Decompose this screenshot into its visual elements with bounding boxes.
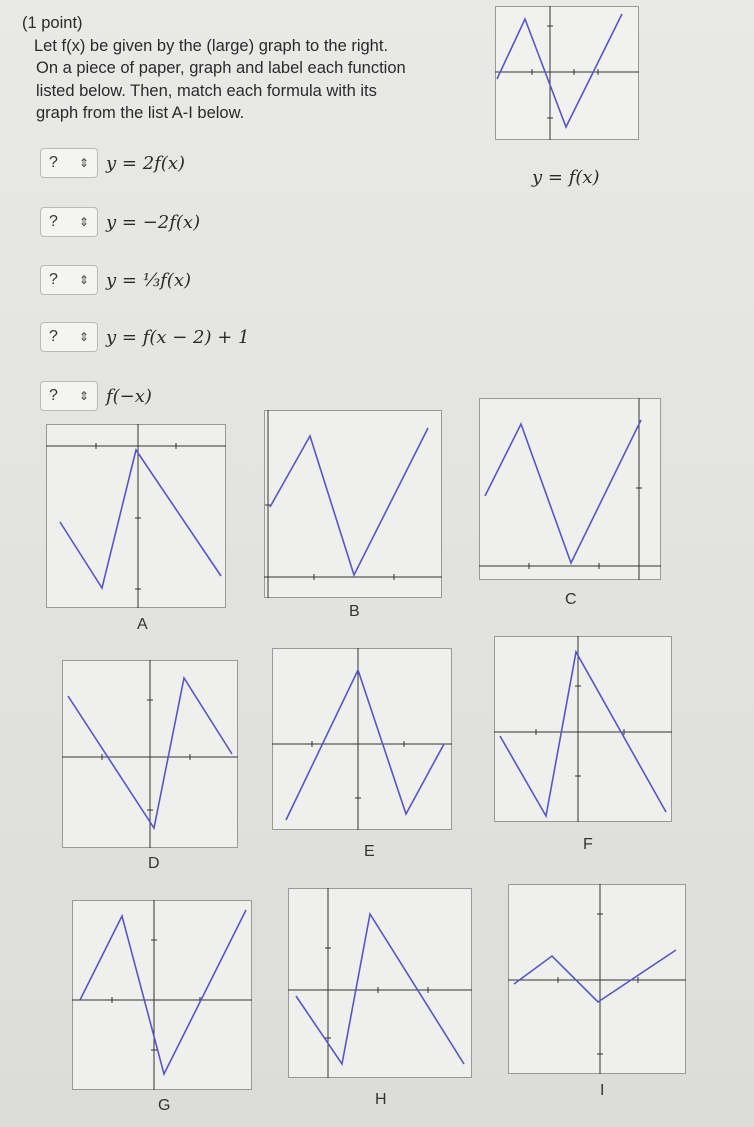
- answer-select-3[interactable]: [40, 265, 98, 295]
- match-row-2: [40, 207, 200, 237]
- graph-g-label: G: [158, 1097, 171, 1114]
- graph-f-label: F: [583, 836, 593, 853]
- chevron-updown-icon: ⇕: [78, 330, 89, 344]
- graph-a: [46, 424, 226, 608]
- answer-select-2[interactable]: [40, 207, 98, 237]
- problem-line-2: On a piece of paper, graph and label each function: [36, 59, 406, 77]
- chevron-updown-icon: ⇕: [78, 389, 89, 403]
- formula-2: y = −2f(x): [106, 211, 201, 233]
- chevron-updown-icon: ⇕: [78, 156, 89, 170]
- graph-i-label: I: [600, 1082, 605, 1099]
- graph-d: [62, 660, 238, 848]
- graph-d-label: D: [148, 855, 160, 872]
- graph-a-label: A: [137, 616, 148, 633]
- graph-c: [479, 398, 661, 580]
- answer-select-5[interactable]: [40, 381, 98, 411]
- graph-e: [272, 648, 452, 830]
- select-value: ?: [49, 271, 58, 288]
- problem-statement: [22, 12, 472, 125]
- points-label: (1 point): [22, 14, 83, 32]
- match-row-4: [40, 322, 250, 352]
- graph-b-label: B: [349, 603, 360, 620]
- select-value: ?: [49, 213, 58, 230]
- select-value: ?: [49, 154, 58, 171]
- formula-3: y = ⅓f(x): [106, 269, 191, 291]
- formula-1: y = 2f(x): [106, 152, 186, 174]
- match-row-5: [40, 381, 152, 411]
- graph-i: [508, 884, 686, 1074]
- select-value: ?: [49, 387, 58, 404]
- graph-g: [72, 900, 252, 1090]
- select-value: ?: [49, 328, 58, 345]
- graph-e-label: E: [364, 843, 375, 860]
- chevron-updown-icon: ⇕: [78, 215, 89, 229]
- formula-5: f(−x): [106, 385, 152, 407]
- graph-f: [494, 636, 672, 822]
- graph-c-label: C: [565, 591, 577, 608]
- problem-line-4: graph from the list A-I below.: [36, 104, 245, 122]
- graph-h-label: H: [375, 1091, 387, 1108]
- problem-line-1: Let f(x) be given by the (large) graph to the right.: [34, 36, 389, 55]
- problem-line-3: listed below. Then, match each formula with its: [36, 81, 377, 100]
- answer-select-4[interactable]: [40, 322, 98, 352]
- match-row-3: [40, 265, 191, 295]
- chevron-updown-icon: ⇕: [78, 273, 89, 287]
- main-graph-caption: y = f(x): [532, 167, 600, 188]
- formula-4: y = f(x − 2) + 1: [106, 326, 250, 348]
- graph-b: [264, 410, 442, 598]
- main-graph: [495, 6, 639, 140]
- answer-select-1[interactable]: [40, 148, 98, 178]
- match-row-1: [40, 148, 185, 178]
- graph-h: [288, 888, 472, 1078]
